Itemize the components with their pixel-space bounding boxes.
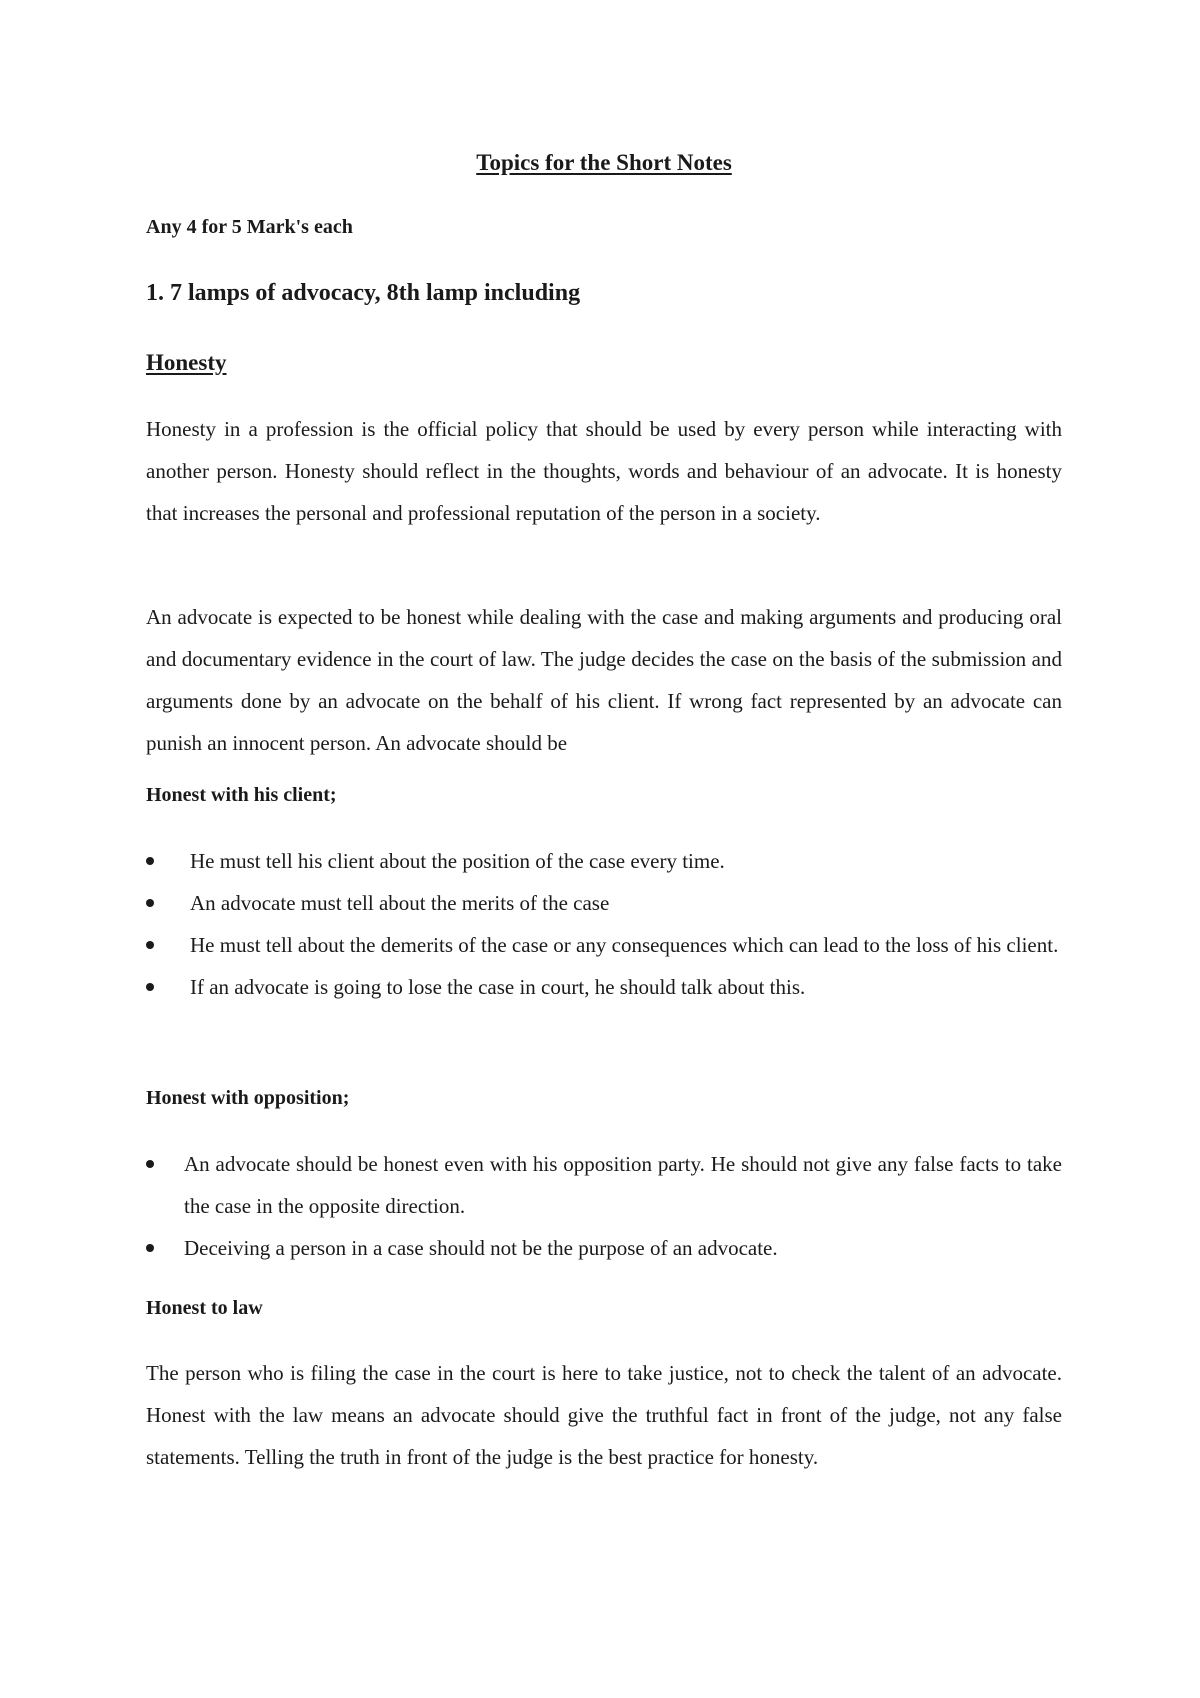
honesty-paragraph-2: An advocate is expected to be honest while dealing with the case and making arguments and producing oral and documentary evidence in the court of law. The judge decides the case on the basis of the submission and arguments done by an advocate on the behalf of his client. If wrong fact represented by an advocate can punish an innocent person. An advocate should be [146,605,1062,755]
list-item: An advocate must tell about the merits of the case [146,882,1062,924]
marks-instruction: Any 4 for 5 Mark's each [146,216,353,238]
opposition-heading: Honest with opposition; [146,1087,350,1109]
bullet-icon [146,941,154,949]
law-heading: Honest to law [146,1297,263,1319]
bullet-icon [146,1160,154,1168]
list-item: Deceiving a person in a case should not be the purpose of an advocate. [146,1227,1062,1269]
bullet-icon [146,1244,154,1252]
law-paragraph: The person who is filing the case in the court is here to take justice, not to check the talent of an advocate. Honest with the law means an advocate should give the truthful fact in front of the judge, not any false statements. Telling the truth in front of the judge is the best practice for honesty. [146,1361,1062,1469]
list-item: If an advocate is going to lose the case in court, he should talk about this. [146,966,1062,1008]
bullet-icon [146,983,154,991]
list-item: He must tell his client about the position of the case every time. [146,840,1062,882]
topic-heading-honesty: Honesty [146,350,227,375]
list-item: He must tell about the demerits of the case or any consequences which can lead to the loss of his client. [146,924,1062,966]
document-title: Topics for the Short Notes [476,150,732,175]
section-heading: 1. 7 lamps of advocacy, 8th lamp including [146,280,581,306]
bullet-icon [146,899,154,907]
opposition-bullet-list [146,1143,1062,1269]
bullet-icon [146,857,154,865]
client-heading: Honest with his client; [146,784,337,806]
list-item: An advocate should be honest even with his opposition party. He should not give any false facts to take the case in the opposite direction. [146,1143,1062,1227]
client-bullet-list [146,840,1062,1008]
honesty-paragraph-1: Honesty in a profession is the official policy that should be used by every person while interacting with another person. Honesty should reflect in the thoughts, words and behaviour of an advocate. It is honesty that increases the personal and professional reputation of the person in a society. [146,417,1062,525]
